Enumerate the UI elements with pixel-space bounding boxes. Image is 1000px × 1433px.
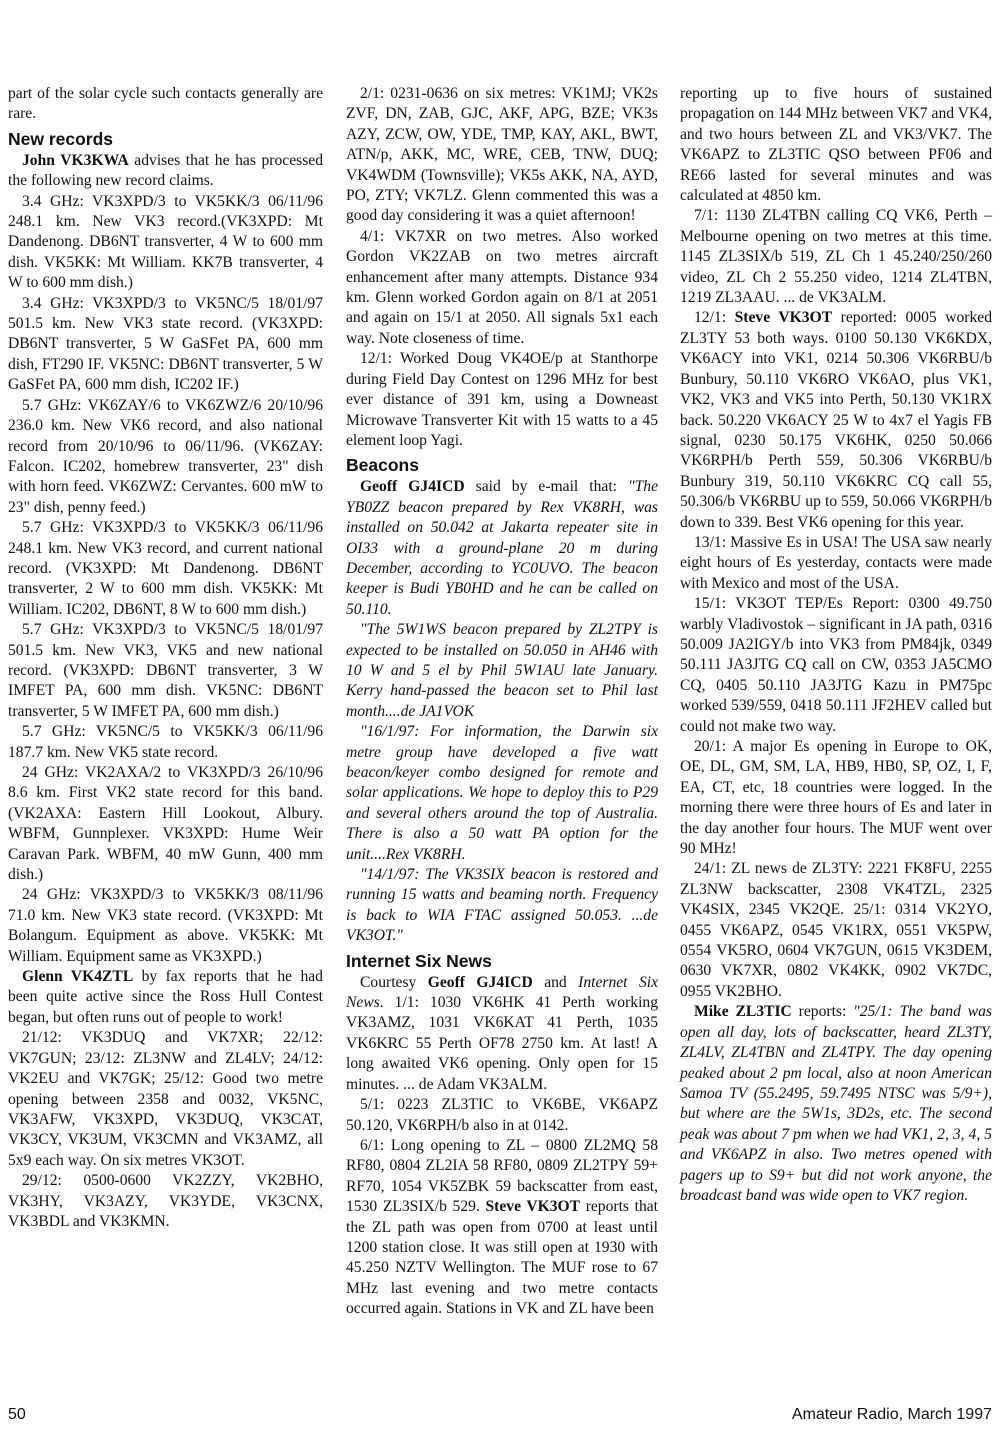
author-name: Geoff GJ4ICD xyxy=(427,973,533,991)
column-2 xyxy=(346,84,658,1320)
paragraph xyxy=(8,967,323,1028)
paragraph: 29/12: 0500-0600 VK2ZZY, VK2BHO, VK3HY, VK3AZY, VK3YDE, VK3CNX, VK3BDL and VK3KMN. xyxy=(8,1172,323,1230)
author-name: Glenn VK4ZTL xyxy=(22,968,134,986)
paragraph-text: reports that the ZL path was open from 0700 at least until 1200 station close. It was still open at 1930 with 45.250 NZTV Wellington. The MUF rose to 67 MHz last evening and two metre contacts occurred again. Stations in VK and ZL have been xyxy=(346,1198,659,1318)
paragraph-text: reported: 0005 worked ZL3TY 53 both ways. 0100 50.130 VK6KDX, VK6ACY into VK1, 0214 50.306 VK6RBU/b Bunbury, 50.110 VK6RO VK6AO, plus VK1, VK2, VK3 and VK5 into Perth, 50.130 VK1RX back. 50.220 VK6ACY 25 W to 4x7 el Yagis FB signal, 0230 50.175 VK6HK, 0250 50.066 VK6RPH/b Perth 559, 50.306 VK6RBU/b Bunbury 319, 50.110 VK6KRC CQ call 55, 50.306/b VK6RBU up to 559, 50.066 VK6RPH/b down to 339. Best VK6 opening for this year. xyxy=(680,309,992,531)
paragraph-text: 12/1: xyxy=(694,309,735,327)
paragraph: 24 GHz: VK2AXA/2 to VK3XPD/3 26/10/96 8.6 km. First VK2 state record for this band. (VK2AXA: Eastern Hill Lookout, Albury. WBFM, Gunnplexer. VK3XPD: Hume Weir Caravan Park. WBFM, 40 mW Gunn, 400 mm dish.) xyxy=(8,764,323,884)
paragraph: 5.7 GHz: VK3XPD/3 to VK5KK/3 06/11/96 248.1 km. New VK3 record, and current national record. (VK3XPD: Mt Dandenong. DB6NT transverter, 2 W to 600 mm dish. VK5KK: Mt William. IC202, DB6NT, 8 W to 600 mm dish.) xyxy=(8,519,323,618)
paragraph: 12/1: Worked Doug VK4OE/p at Stanthorpe during Field Day Contest on 1296 MHz for best ever distance of 391 km, using a Downeast Microwave Transverter Kit with 15 watts to a 45 element loop Yagi. xyxy=(346,350,658,449)
paragraph-text: and xyxy=(532,973,579,991)
quoted-text: "14/1/97: The VK3SIX beacon is restored and running 15 watts and beaming north. Frequency is back to WIA FTAC assigned 50.053. ...de VK3OT." xyxy=(346,866,658,945)
paragraph xyxy=(8,151,323,192)
paragraph: 3.4 GHz: VK3XPD/3 to VK5NC/5 18/01/97 501.5 km. New VK3 state record. (VK3XPD: DB6NT transverter, 5 W GaSFet PA, 600 mm dish, FT290 IF. VK5NC: DB6NT transverter, 5 W GaSFet PA, 600 mm dish, IC202 IF.) xyxy=(8,294,323,394)
paragraph xyxy=(346,865,658,947)
paragraph: 5.7 GHz: VK6ZAY/6 to VK6ZWZ/6 20/10/96 236.0 km. New VK6 record, and also national record from 20/10/96 to 06/11/96. (VK6ZAY: Falcon. IC202, homebrew transverter, 23" dish with horn feed. VK6ZWZ: Cervantes. 600 mW to 23" dish, penny feed.) xyxy=(8,396,323,516)
paragraph: 15/1: VK3OT TEP/Es Report: 0300 49.750 warbly Vladivostok – significant in JA path, 0316 50.009 JA2IGY/b into VK3 from PM84jk, 0349 50.111 JA3JTG CQ call on CW, 0353 JA5CMO CQ, 0405 50.110 JA3JTG Kazu in PM75pc worked 539/559, 0418 50.111 JF2HEV called but could not make two way. xyxy=(680,595,992,735)
paragraph: 5/1: 0223 ZL3TIC to VK6BE, VK6APZ 50.120, VK6RPH/b also in at 0142. xyxy=(346,1096,658,1134)
author-name: John VK3KWA xyxy=(22,151,129,169)
publication-footer: Amateur Radio, March 1997 xyxy=(791,1406,992,1423)
paragraph: 3.4 GHz: VK3XPD/3 to VK5KK/3 06/11/96 248.1 km. New VK3 record.(VK3XPD: Mt Dandenong. DB6NT transverter, 4 W to 600 mm dish. VK5KK: Mt William. KK7B transverter, 4 W to 600 mm dish.) xyxy=(8,192,323,292)
page-footer xyxy=(8,1406,992,1428)
paragraph: 5.7 GHz: VK3XPD/3 to VK5NC/5 18/01/97 501.5 km. New VK3, VK5 and new national record. (VK3XPD: DB6NT transverter, 3 W IMFET PA, 600 mm dish. VK5NC: DB6NT transverter, 5 W IMFET PA, 600 mm dish.) xyxy=(8,621,323,720)
publication-name: Internet Six News xyxy=(346,973,659,1012)
quoted-text: "25/1: The band was open all day, lots of backscatter, heard ZL3TY, ZL4LV, ZL4TBN and ZL4TPY. The day opening peaked about 2 pm local, also at noon American Samoa TV (55.2495, 59.7495 NTSC was 5/9+), but where are the 5W1s, 3D2s, etc. The second peak was about 7 pm when we had VK1, 2, 3, 4, 5 and VK6APZ in also. Two metres opened with pagers up to S9+ but did not work anyone, the broadcast band was wide open to VK7 region. xyxy=(680,1003,992,1204)
author-name: Mike ZL3TIC xyxy=(694,1003,792,1021)
paragraph-text: advises that he has processed the following new record claims. xyxy=(8,151,323,190)
paragraph xyxy=(346,1136,658,1320)
paragraph: 20/1: A major Es opening in Europe to OK, OE, DL, GM, SM, LA, HB9, HB0, SP, OZ, I, F, EA, CT, etc, 18 countries were logged. In the morning there were three hours of Es and later in the day another four hours. The MUF went over 90 MHz! xyxy=(680,738,992,858)
paragraph xyxy=(680,308,992,532)
quoted-text: "The YB0ZZ beacon prepared by Rex VK8RH, was installed on 50.042 at Jakarta repeater site in OI33 with a ground-plane 20 m during December, according to YC0UVO. The beacon keeper is Budi YB0HD and he can be called on 50.110. xyxy=(346,478,658,618)
quoted-text: "The 5W1WS beacon prepared by ZL2TPY is expected to be installed on 50.050 in AH46 with 10 W and 5 el by Phil 5W1AU late January. Kerry hand-passed the beacon set to Phil last month....de JA1VOK xyxy=(346,621,658,720)
paragraph xyxy=(680,1002,992,1206)
paragraph xyxy=(346,722,658,865)
paragraph-text: . 1/1: 1030 VK6HK 41 Perth working VK3AMZ, 1031 VK6KAT 41 Perth, 1035 VK6KRC 55 Perth OF78 2750 km. At last! A long awaited VK6 opening. Only open for 15 minutes. ... de Adam VK3ALM. xyxy=(346,994,658,1093)
paragraph: 13/1: Massive Es in USA! The USA saw nearly eight hours of Es yesterday, contacts were made with Mexico and most of the USA. xyxy=(680,533,992,592)
paragraph-text: Courtesy xyxy=(360,973,428,991)
paragraph: part of the solar cycle such contacts generally are rare. xyxy=(8,85,323,123)
paragraph: 2/1: 0231-0636 on six metres: VK1MJ; VK2s ZVF, DN, ZAB, GJC, AKF, APG, BZE; VK3s AZY, ZCW, OW, YDE, TMP, KAY, AKL, BWT, ATN/p, AKK, MC, WRE, CEB, TNW, DUQ; VK4WDM (Townsville); VK5s AKK, NA, AYD, PO, ZTY; VK7LZ. Glenn commented this was a good day considering it was a quiet afternoon! xyxy=(346,85,658,225)
author-name: Geoff GJ4ICD xyxy=(360,478,465,496)
column-3 xyxy=(680,84,992,1206)
paragraph: 5.7 GHz: VK5NC/5 to VK5KK/3 06/11/96 187.7 km. New VK5 state record. xyxy=(8,723,323,761)
paragraph: 7/1: 1130 ZL4TBN calling CQ VK6, Perth – Melbourne opening on two metres at this time. 1145 ZL3SIX/b 519, ZL Ch 1 45.240/250/260 video, ZL Ch 2 55.250 video, 1214 ZL4TBN, 1219 ZL3AAU. ... de VK3ALM. xyxy=(680,207,992,307)
paragraph-text: said by e-mail that: xyxy=(464,478,629,496)
paragraph: 21/12: VK3DUQ and VK7XR; 22/12: VK7GUN; 23/12: ZL3NW and ZL4LV; 24/12: VK2EU and VK7GK; 25/12: Good two metre opening between 2358 and 0032, VK5NC, VK3AFW, VK3XPD, VK3DUQ, VK3CAT, VK3CY, VK3UM, VK3CMN and VK3AMZ, all 5x9 each way. On six metres VK3OT. xyxy=(8,1029,323,1169)
paragraph-text: reports: xyxy=(791,1003,854,1021)
section-heading-new-records: New records xyxy=(8,128,114,149)
section-heading-beacons: Beacons xyxy=(346,455,419,476)
quoted-text: "16/1/97: For information, the Darwin six metre group have developed a five watt beacon/keyer combo designed for remote and solar applications. We hope to deploy this to P29 and several others around the top of Australia. There is also a 50 watt PA option for the unit....Rex VK8RH. xyxy=(346,723,658,863)
author-name: Steve VK3OT xyxy=(485,1198,581,1216)
paragraph: 4/1: VK7XR on two metres. Also worked Gordon VK2ZAB on two metres aircraft enhancement after many attempts. Distance 934 km. Glenn worked Gordon again on 8/1 at 2051 and again on 15/1 at 2050. All signals 5x1 each way. Note closeness of time. xyxy=(346,227,658,347)
author-name: Steve VK3OT xyxy=(734,309,833,327)
paragraph xyxy=(346,477,658,620)
paragraph: reporting up to five hours of sustained propagation on 144 MHz between VK7 and VK4, and two hours between ZL and VK3/VK7. The VK6APZ to ZL3TIC QSO between PF06 and RE66 lasted for several minutes and was calculated at 4850 km. xyxy=(680,85,992,205)
paragraph xyxy=(346,973,658,1095)
column-1 xyxy=(8,84,323,1232)
paragraph xyxy=(346,620,658,722)
page-number: 50 xyxy=(8,1406,26,1423)
paragraph-text: by fax reports that he had been quite active since the Ross Hull Contest began, but often runs out of people to work! xyxy=(8,968,323,1026)
section-heading-internet-six-news: Internet Six News xyxy=(346,950,492,971)
paragraph: 24 GHz: VK3XPD/3 to VK5KK/3 08/11/96 71.0 km. New VK3 state record. (VK3XPD: Mt Bolangum. Equipment as above. VK5KK: Mt William. Equipment same as VK3XPD.) xyxy=(8,886,323,965)
paragraph-text: 6/1: Long opening to ZL – 0800 ZL2MQ 58 RF80, 0804 ZL2IA 58 RF80, 0809 ZL2TPY 59+ RF70, 1054 VK5ZBK 59 backscatter from east, 1530 ZL3SIX/b 529. xyxy=(346,1136,658,1216)
paragraph: 24/1: ZL news de ZL3TY: 2221 FK8FU, 2255 ZL3NW backscatter, 2308 VK4TZL, 2325 VK4SIX, 2345 VK2QE. 25/1: 0314 VK2YO, 0455 VK6APZ, 0545 VK1RX, 0551 VK5PW, 0554 VK5RO, 0604 VK7GUN, 0615 VK3DEM, 0630 VK7XR, 0802 VK4KK, 0902 VK7DC, 0955 VK2BHO. xyxy=(680,860,992,1000)
